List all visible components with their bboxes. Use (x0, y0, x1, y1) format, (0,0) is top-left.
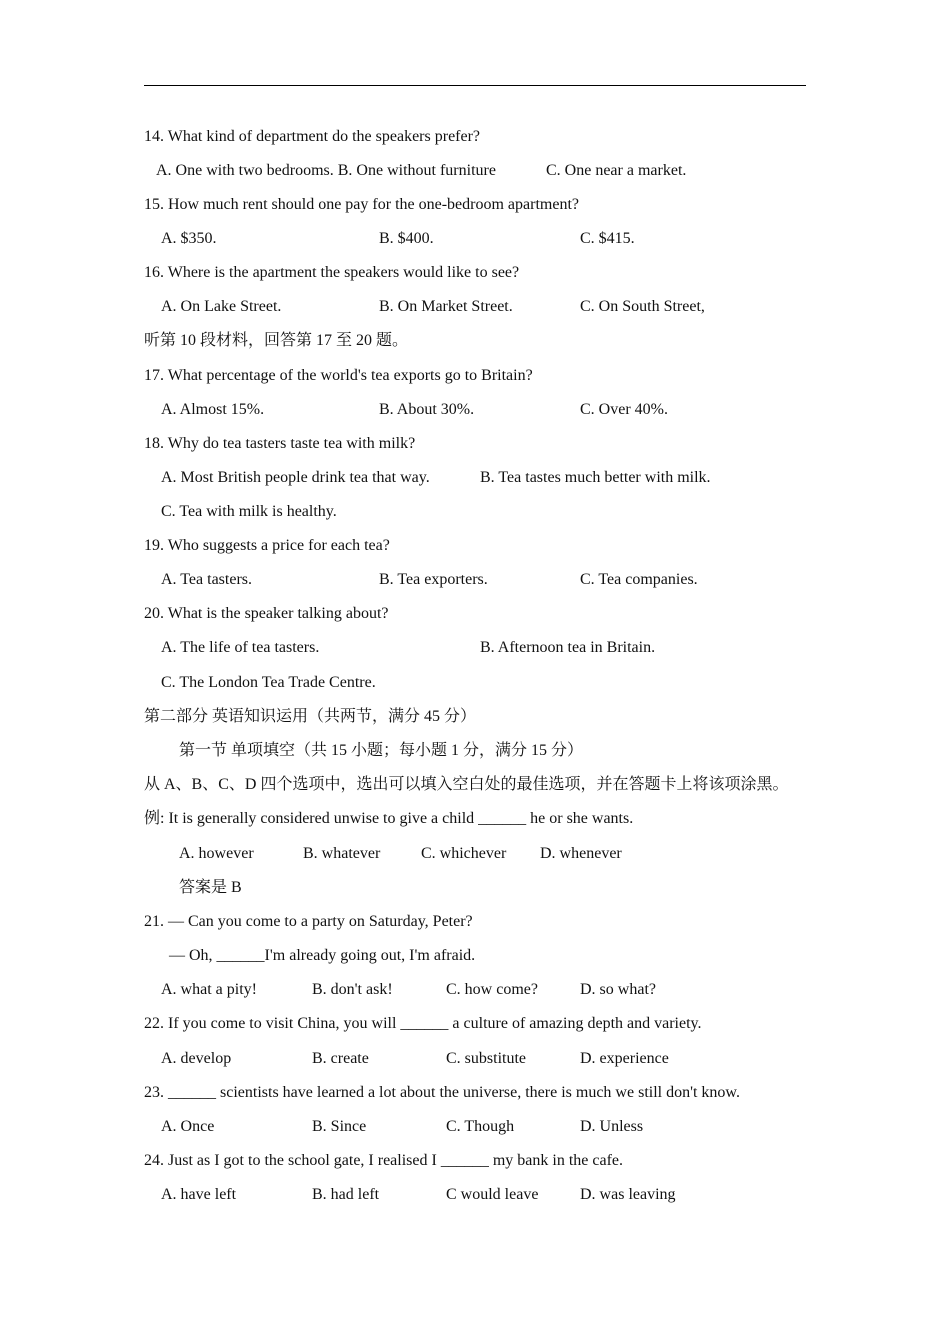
part-2-heading: 第二部分 英语知识运用（共两节，满分 45 分） (144, 708, 477, 725)
question-14-option-c: C. One near a market. (546, 162, 687, 179)
question-18-stem: 18. Why do tea tasters taste tea with milk? (144, 435, 416, 452)
header-rule (144, 85, 806, 86)
question-21-option-a: A. what a pity! (161, 981, 257, 998)
question-23-option-d: D. Unless (580, 1118, 644, 1135)
part-2-instruction: 从 A、B、C、D 四个选项中，选出可以填入空白处的最佳选项，并在答题卡上将该项涂黑。 (144, 776, 789, 793)
question-19-option-a: A. Tea tasters. (161, 571, 252, 588)
example-option-a: A. however (179, 845, 254, 862)
question-21-option-c: C. how come? (446, 981, 538, 998)
question-24-option-a: A. have left (161, 1186, 237, 1203)
question-22-stem: 22. If you come to visit China, you will ______ a culture of amazing depth and variety. (144, 1015, 702, 1032)
question-17-option-c: C. Over 40%. (580, 401, 668, 418)
question-22-option-c: C. substitute (446, 1050, 527, 1067)
question-15-option-b: B. $400. (379, 230, 434, 247)
example-option-d: D. whenever (540, 845, 622, 862)
question-19-stem: 19. Who suggests a price for each tea? (144, 537, 390, 554)
question-16-option-c: C. On South Street, (580, 298, 705, 315)
question-22-option-a: A. develop (161, 1050, 232, 1067)
question-24-option-b: B. had left (312, 1186, 380, 1203)
question-14-options-ab: A. One with two bedrooms. B. One without furniture (156, 162, 496, 179)
question-24-option-d: D. was leaving (580, 1186, 676, 1203)
question-15-stem: 15. How much rent should one pay for the one-bedroom apartment? (144, 196, 579, 213)
question-24-stem: 24. Just as I got to the school gate, I realised I ______ my bank in the cafe. (144, 1152, 623, 1169)
section-1-heading: 第一节 单项填空（共 15 小题；每小题 1 分，满分 15 分） (179, 742, 584, 759)
question-17-option-b: B. About 30%. (379, 401, 475, 418)
question-21-option-d: D. so what? (580, 981, 656, 998)
question-21-stem: 21. — Can you come to a party on Saturday, Peter? (144, 913, 473, 930)
question-23-option-c: C. Though (446, 1118, 515, 1135)
question-20-option-b: B. Afternoon tea in Britain. (480, 639, 656, 656)
section-10-instruction: 听第 10 段材料，回答第 17 至 20 题。 (144, 332, 409, 349)
question-16-option-a: A. On Lake Street. (161, 298, 282, 315)
question-19-option-c: C. Tea companies. (580, 571, 698, 588)
question-23-stem: 23. ______ scientists have learned a lot about the universe, there is much we still don't know. (144, 1084, 740, 1101)
question-20-option-c: C. The London Tea Trade Centre. (161, 674, 376, 691)
question-20-stem: 20. What is the speaker talking about? (144, 605, 389, 622)
question-18-option-a: A. Most British people drink tea that way. (161, 469, 430, 486)
question-24-option-c: C would leave (446, 1186, 539, 1203)
question-16-stem: 16. Where is the apartment the speakers would like to see? (144, 264, 520, 281)
question-22-option-d: D. experience (580, 1050, 669, 1067)
question-22-option-b: B. create (312, 1050, 369, 1067)
example-option-b: B. whatever (303, 845, 381, 862)
question-23-option-a: A. Once (161, 1118, 215, 1135)
question-23-option-b: B. Since (312, 1118, 367, 1135)
question-17-stem: 17. What percentage of the world's tea exports go to Britain? (144, 367, 533, 384)
example-option-c: C. whichever (421, 845, 507, 862)
question-21-option-b: B. don't ask! (312, 981, 393, 998)
question-20-option-a: A. The life of tea tasters. (161, 639, 320, 656)
question-18-option-b: B. Tea tastes much better with milk. (480, 469, 711, 486)
question-16-option-b: B. On Market Street. (379, 298, 513, 315)
question-15-option-a: A. $350. (161, 230, 217, 247)
example-answer: 答案是 B (179, 879, 242, 896)
question-18-option-c: C. Tea with milk is healthy. (161, 503, 337, 520)
example-stem: 例: It is generally considered unwise to give a child ______ he or she wants. (144, 810, 634, 827)
question-15-option-c: C. $415. (580, 230, 635, 247)
question-19-option-b: B. Tea exporters. (379, 571, 488, 588)
question-21-reply: — Oh, ______I'm already going out, I'm afraid. (169, 947, 476, 964)
question-17-option-a: A. Almost 15%. (161, 401, 265, 418)
question-14-stem: 14. What kind of department do the speakers prefer? (144, 128, 481, 145)
